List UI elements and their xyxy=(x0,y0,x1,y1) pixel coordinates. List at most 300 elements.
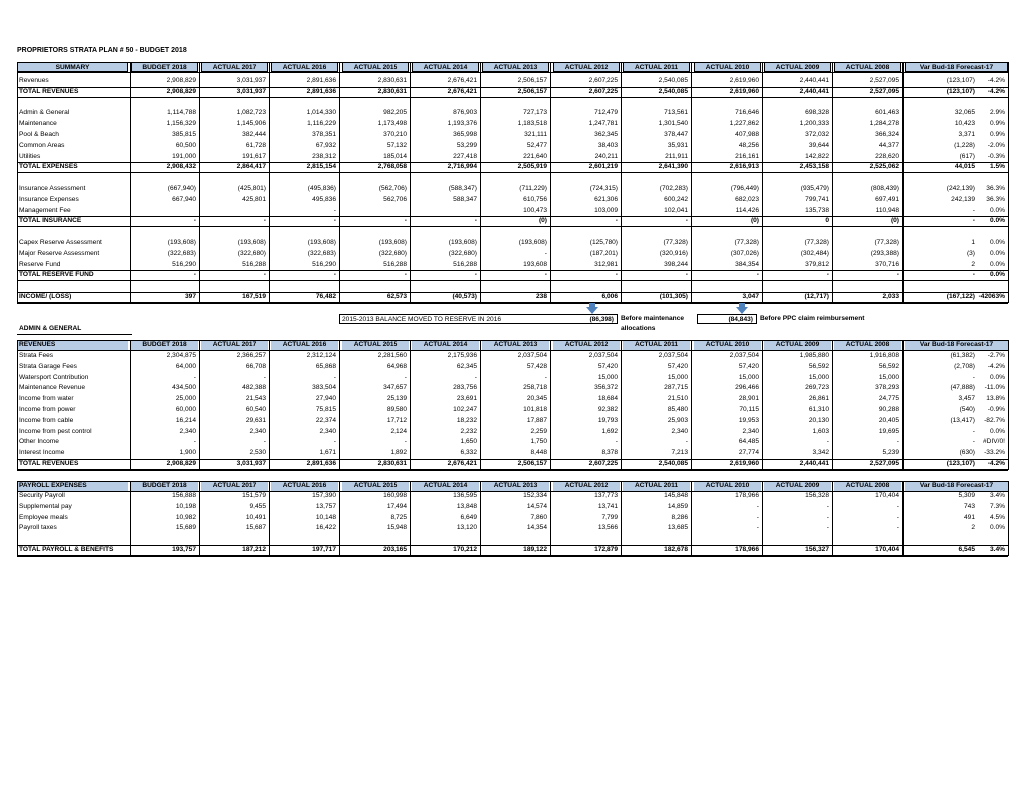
row-value: 713,561 xyxy=(664,109,688,117)
column-divider xyxy=(1008,62,1009,303)
row-value: (302,484) xyxy=(800,249,829,257)
row-label: Interest Income xyxy=(19,449,65,457)
row-value: 1,114,788 xyxy=(167,109,196,117)
row-value: - xyxy=(685,271,688,279)
row-value: 1,247,781 xyxy=(588,120,618,128)
row-value xyxy=(200,534,269,544)
row-value: 2,281,560 xyxy=(377,352,407,359)
table-row xyxy=(0,427,1024,437)
row-value: 185,014 xyxy=(383,152,407,160)
row-value: 2,676,421 xyxy=(447,460,477,467)
variance-value xyxy=(903,98,978,108)
row-value: 365,998 xyxy=(453,131,477,138)
row-value: 1,692 xyxy=(601,427,618,435)
variance-value: - xyxy=(972,373,975,381)
row-value: (495,836) xyxy=(307,185,336,192)
row-value: 238 xyxy=(535,293,547,300)
row-value: 2,607,225 xyxy=(588,87,618,95)
row-value: 110,948 xyxy=(875,206,899,214)
row-value: 178,966 xyxy=(735,492,759,499)
row-value: - xyxy=(333,206,336,214)
row-value: 15,948 xyxy=(386,524,407,532)
row-value: 727,173 xyxy=(523,109,547,117)
row-label: TOTAL INSURANCE xyxy=(19,217,82,225)
row-value: 197,717 xyxy=(312,546,336,553)
variance-percent xyxy=(978,281,1008,291)
row-value: 2,830,631 xyxy=(377,87,407,95)
row-value: - xyxy=(544,249,547,257)
column-header: ACTUAL 2013 xyxy=(482,62,549,72)
row-value: 2,908,829 xyxy=(166,77,196,84)
row-value: 76,482 xyxy=(315,293,336,300)
table-row xyxy=(0,437,1024,447)
row-value: 2,340 xyxy=(249,427,266,435)
row-value: 283,756 xyxy=(453,384,477,392)
table-row xyxy=(0,152,1024,162)
row-value: 682,023 xyxy=(735,195,759,203)
variance-value: - xyxy=(972,427,975,435)
row-value: 0 xyxy=(825,217,829,225)
row-value: (0) xyxy=(890,217,899,225)
row-value: - xyxy=(896,502,899,510)
row-value: 137,773 xyxy=(594,492,618,499)
row-value: 667,940 xyxy=(172,195,196,203)
variance-value: 242,139 xyxy=(951,195,975,203)
row-value: (588,347) xyxy=(448,185,477,192)
row-value: 2,033 xyxy=(882,293,899,300)
row-value: (193,608) xyxy=(378,239,407,246)
row-value: 156,888 xyxy=(172,492,196,499)
variance-value: (47,888) xyxy=(950,384,975,392)
row-value: 114,426 xyxy=(735,206,759,214)
row-value: (322,680) xyxy=(237,249,266,257)
row-value: 2,037,504 xyxy=(729,352,759,359)
row-value: 482,388 xyxy=(242,384,266,392)
row-value: 2,505,919 xyxy=(517,163,547,171)
row-value: 2,232 xyxy=(460,427,477,435)
column-header: ACTUAL 2015 xyxy=(342,481,409,491)
row-value: 203,165 xyxy=(383,546,407,553)
row-value: 193,608 xyxy=(523,260,547,268)
row-label: TOTAL RESERVE FUND xyxy=(19,271,94,279)
row-value xyxy=(341,173,410,183)
row-value: - xyxy=(615,217,618,225)
row-value xyxy=(130,227,199,237)
row-value xyxy=(693,227,762,237)
row-value: 10,148 xyxy=(315,513,336,521)
variance-value: - xyxy=(972,206,975,214)
row-value: 2,340 xyxy=(742,427,759,435)
row-value: 191,617 xyxy=(242,152,266,160)
row-value: 1,985,880 xyxy=(799,352,829,359)
column-header: ACTUAL 2016 xyxy=(271,340,338,350)
row-value: - xyxy=(474,373,477,381)
row-value: 15,689 xyxy=(175,524,196,532)
row-value: (667,940) xyxy=(167,185,196,192)
row-label: Supplemental pay xyxy=(19,502,72,510)
column-divider xyxy=(903,481,904,556)
row-value: 20,405 xyxy=(878,416,899,424)
row-value xyxy=(833,534,902,544)
row-value: (193,608) xyxy=(237,239,266,246)
row-value: 1,116,229 xyxy=(307,120,336,128)
row-value: 39,644 xyxy=(808,141,829,149)
row-value: 10,491 xyxy=(245,513,266,521)
variance-value xyxy=(903,281,978,291)
row-value xyxy=(693,173,762,183)
row-value xyxy=(693,98,762,108)
row-value xyxy=(622,534,691,544)
column-header: ACTUAL 2016 xyxy=(271,481,338,491)
row-value: (322,683) xyxy=(307,249,336,257)
row-value: - xyxy=(896,513,899,521)
column-header: ACTUAL 2009 xyxy=(764,481,831,491)
table-row xyxy=(0,394,1024,404)
row-label: Insurance Expenses xyxy=(19,195,79,203)
row-value xyxy=(200,173,269,183)
row-value: 10,982 xyxy=(175,513,196,521)
column-header: ACTUAL 2017 xyxy=(201,340,268,350)
variance-value: (2,708) xyxy=(954,362,975,370)
table-row xyxy=(0,292,1024,302)
column-header: ACTUAL 2010 xyxy=(694,481,761,491)
row-value: 23,691 xyxy=(456,395,477,403)
row-value: 21,543 xyxy=(245,395,266,403)
row-value: - xyxy=(756,524,759,532)
variance-percent: 0.0% xyxy=(989,271,1005,279)
column-divider xyxy=(199,340,200,470)
row-divider xyxy=(17,340,1008,341)
row-value xyxy=(622,281,691,291)
variance-value xyxy=(903,534,978,544)
table-row xyxy=(0,195,1024,205)
row-value: 15,000 xyxy=(667,373,688,381)
row-value xyxy=(200,98,269,108)
row-value: 17,887 xyxy=(526,416,547,424)
row-value: 172,879 xyxy=(594,546,618,553)
table-row xyxy=(0,173,1024,183)
row-value: (796,449) xyxy=(730,185,759,192)
variance-value: (1,228) xyxy=(954,141,975,149)
column-divider xyxy=(130,62,131,303)
variance-value: 3,371 xyxy=(958,131,975,138)
row-value: 434,500 xyxy=(172,384,196,392)
row-value: 20,130 xyxy=(808,416,829,424)
row-value: - xyxy=(896,271,899,279)
admin-general-heading: ADMIN & GENERAL xyxy=(17,324,132,335)
row-value: 64,000 xyxy=(175,362,196,370)
variance-value: (242,139) xyxy=(946,185,975,192)
row-value: 2,601,219 xyxy=(588,163,618,171)
row-value: 10,198 xyxy=(175,502,196,510)
row-value: 61,310 xyxy=(808,406,829,413)
row-value xyxy=(341,534,410,544)
column-divider xyxy=(621,340,622,470)
row-value: - xyxy=(826,513,829,521)
row-value xyxy=(130,281,199,291)
row-value: 716,646 xyxy=(735,109,759,117)
row-value: 238,312 xyxy=(312,152,336,160)
variance-percent: 0.9% xyxy=(989,131,1005,138)
row-value: 19,793 xyxy=(597,416,618,424)
table-row xyxy=(0,119,1024,129)
variance-percent: 0.0% xyxy=(989,373,1005,381)
row-label: Payroll taxes xyxy=(19,524,57,532)
column-divider xyxy=(691,340,692,470)
row-value: (724,315) xyxy=(589,185,618,192)
column-header: ACTUAL 2008 xyxy=(834,62,901,72)
row-value: - xyxy=(263,373,266,381)
variance-value: (167,122) xyxy=(946,293,975,300)
table-row xyxy=(0,373,1024,383)
table-row xyxy=(0,260,1024,270)
row-divider xyxy=(17,292,1008,293)
row-value: 2,607,225 xyxy=(588,460,618,467)
variance-percent: 36.3% xyxy=(986,185,1005,192)
variance-percent xyxy=(978,173,1008,183)
row-value: 2,366,257 xyxy=(236,352,266,359)
row-value: 240,211 xyxy=(594,152,618,160)
balance-note-value: (86,398) xyxy=(589,316,614,323)
row-label: Common Areas xyxy=(19,141,65,149)
row-value: 2,540,085 xyxy=(658,77,688,84)
row-label: Capex Reserve Assessment xyxy=(19,239,102,246)
row-value: (193,608) xyxy=(518,239,547,246)
row-label: Strata Garage Fees xyxy=(19,362,77,370)
row-value: 100,473 xyxy=(523,206,547,214)
table-row xyxy=(0,184,1024,194)
row-value: 1,227,862 xyxy=(729,120,759,128)
row-label: Pool & Beach xyxy=(19,131,59,138)
variance-percent: 3.4% xyxy=(989,546,1005,553)
row-value: 1,173,498 xyxy=(377,120,407,128)
column-header: ACTUAL 2008 xyxy=(834,481,901,491)
column-divider xyxy=(691,62,692,303)
table-row xyxy=(0,216,1024,226)
row-value: 2,506,157 xyxy=(517,460,547,467)
column-divider xyxy=(1008,481,1009,556)
row-value: 9,455 xyxy=(249,502,266,510)
column-divider xyxy=(832,481,833,556)
row-value xyxy=(693,534,762,544)
column-header-row xyxy=(0,62,1024,72)
variance-value: - xyxy=(972,217,975,225)
column-divider xyxy=(269,340,270,470)
column-divider xyxy=(17,481,18,556)
row-label: Admin & General xyxy=(19,109,70,117)
row-value xyxy=(833,98,902,108)
variance-value: (617) xyxy=(959,152,975,160)
table-row xyxy=(0,141,1024,151)
summary-header: SUMMARY xyxy=(17,62,128,72)
column-divider xyxy=(480,481,481,556)
row-value: 170,404 xyxy=(875,492,899,499)
row-value: 13,757 xyxy=(315,502,336,510)
variance-percent: 2.9% xyxy=(989,109,1005,117)
row-value: 90,288 xyxy=(878,406,899,413)
row-label xyxy=(17,227,128,237)
row-value: 28,901 xyxy=(738,395,759,403)
row-value: - xyxy=(826,524,829,532)
variance-value: 3,457 xyxy=(958,395,975,403)
row-value: (125,780) xyxy=(589,239,618,246)
row-divider xyxy=(17,62,1008,63)
table-row xyxy=(0,491,1024,501)
row-value: - xyxy=(263,217,266,225)
column-divider xyxy=(17,340,18,470)
row-value: 296,466 xyxy=(735,384,759,392)
row-value: 425,801 xyxy=(242,195,266,203)
table-row xyxy=(0,206,1024,216)
variance-percent: 13.8% xyxy=(986,395,1005,403)
variance-percent: -4.2% xyxy=(987,460,1005,467)
row-value: 18,684 xyxy=(597,395,618,403)
row-value xyxy=(270,173,339,183)
row-value: 1,916,808 xyxy=(869,352,899,359)
variance-percent: 0.0% xyxy=(989,427,1005,435)
variance-percent: -2.7% xyxy=(987,352,1005,359)
row-label: Insurance Assessment xyxy=(19,185,86,192)
variance-percent: -33.2% xyxy=(984,449,1005,457)
row-value: 27,774 xyxy=(738,449,759,457)
variance-value: 5,309 xyxy=(958,492,975,499)
column-header: ACTUAL 2014 xyxy=(412,340,479,350)
row-label: TOTAL EXPENSES xyxy=(19,163,78,171)
row-value: - xyxy=(333,271,336,279)
variance-percent: -42063% xyxy=(978,293,1005,300)
row-value: 6,332 xyxy=(460,449,477,457)
row-value: 601,463 xyxy=(875,109,899,117)
row-value: 61,728 xyxy=(245,141,266,149)
variance-percent: 36.3% xyxy=(986,195,1005,203)
row-value: 2,908,432 xyxy=(166,163,196,171)
row-value: - xyxy=(826,271,829,279)
row-value: (935,479) xyxy=(800,185,829,192)
row-label: Major Reserve Assessment xyxy=(19,249,100,257)
variance-value: (3) xyxy=(966,249,975,257)
row-value: 25,903 xyxy=(667,416,688,424)
row-value: 2,540,085 xyxy=(658,460,688,467)
row-value: 14,859 xyxy=(667,502,688,510)
row-value: 383,504 xyxy=(312,384,336,392)
row-label: Income from water xyxy=(19,395,74,403)
row-value: (562,706) xyxy=(378,185,407,192)
row-value: 136,595 xyxy=(453,492,477,499)
row-value: - xyxy=(263,438,266,446)
row-value: 26,861 xyxy=(808,395,829,403)
row-value: 62,573 xyxy=(386,293,407,300)
row-value: 38,403 xyxy=(597,141,618,149)
row-value: 2,340 xyxy=(179,427,196,435)
row-value xyxy=(270,534,339,544)
row-value: 13,685 xyxy=(667,524,688,532)
variance-percent: 4.5% xyxy=(989,513,1005,521)
row-value: 1,145,906 xyxy=(236,120,266,128)
row-label: Maintenance xyxy=(19,120,57,128)
row-value xyxy=(270,227,339,237)
row-value: 2,527,095 xyxy=(869,460,899,467)
row-value: 2,124 xyxy=(390,427,407,435)
column-divider xyxy=(1008,340,1009,470)
row-value: 60,000 xyxy=(175,406,196,413)
variance-percent: -0.3% xyxy=(987,152,1005,160)
column-header: BUDGET 2018 xyxy=(131,340,198,350)
row-value: 193,757 xyxy=(172,546,196,553)
row-value: - xyxy=(404,271,407,279)
variance-header: Var Bud-18 Forecast-17 xyxy=(905,481,1008,491)
row-value: 17,494 xyxy=(386,502,407,510)
row-value xyxy=(622,173,691,183)
row-value: 44,377 xyxy=(878,141,899,149)
row-value: 6,649 xyxy=(460,513,477,521)
ppc-claim-note: Before PPC claim reimbursement xyxy=(760,315,865,322)
column-header: ACTUAL 2015 xyxy=(342,340,409,350)
row-value: 15,000 xyxy=(808,373,829,381)
variance-value: (13,417) xyxy=(950,416,975,424)
row-value: 189,122 xyxy=(523,546,547,553)
row-value: 1,014,330 xyxy=(306,109,336,117)
row-value: 85,480 xyxy=(667,406,688,413)
variance-value: 491 xyxy=(963,513,975,521)
row-value: - xyxy=(615,438,618,446)
row-value: (0) xyxy=(538,217,547,225)
row-value: 20,345 xyxy=(526,395,547,403)
row-value: 1,750 xyxy=(530,438,547,446)
column-divider xyxy=(550,62,551,303)
row-value: - xyxy=(193,373,196,381)
row-value: 103,009 xyxy=(594,206,618,214)
row-value: 15,000 xyxy=(597,373,618,381)
variance-value: (61,382) xyxy=(950,352,975,359)
row-value xyxy=(411,98,480,108)
column-divider xyxy=(903,62,904,303)
table-row xyxy=(0,534,1024,544)
row-value: 2,891,636 xyxy=(306,460,336,467)
row-value: 379,812 xyxy=(805,260,829,268)
row-value: 2,908,829 xyxy=(166,460,196,467)
variance-percent: -0.9% xyxy=(987,406,1005,413)
row-divider xyxy=(17,216,1008,217)
row-value: 2,768,058 xyxy=(377,163,407,171)
row-value: 2,037,504 xyxy=(588,352,618,359)
row-value: (193,608) xyxy=(307,239,336,246)
row-value: 2,506,157 xyxy=(517,77,547,84)
row-value: 14,574 xyxy=(526,502,547,510)
column-header: ACTUAL 2009 xyxy=(764,62,831,72)
row-value: (77,328) xyxy=(663,239,688,246)
row-value: 382,444 xyxy=(242,131,266,138)
row-value: 57,132 xyxy=(386,141,407,149)
row-value: 101,818 xyxy=(523,406,547,413)
table-row xyxy=(0,162,1024,172)
row-value: 13,741 xyxy=(597,502,618,510)
row-value: (77,328) xyxy=(804,239,829,246)
row-value: 52,477 xyxy=(526,141,547,149)
variance-value: 2 xyxy=(971,260,975,268)
row-value xyxy=(833,281,902,291)
row-value: 982,205 xyxy=(383,109,407,117)
column-header: BUDGET 2018 xyxy=(131,62,198,72)
row-value: 2,340 xyxy=(319,427,336,435)
row-value: 8,448 xyxy=(530,449,547,457)
row-value: - xyxy=(193,438,196,446)
column-divider xyxy=(410,62,411,303)
row-value: 13,566 xyxy=(597,524,618,532)
row-value: 145,848 xyxy=(664,492,688,499)
row-value xyxy=(200,206,269,216)
row-value: 8,286 xyxy=(671,513,688,521)
row-value: - xyxy=(474,217,477,225)
